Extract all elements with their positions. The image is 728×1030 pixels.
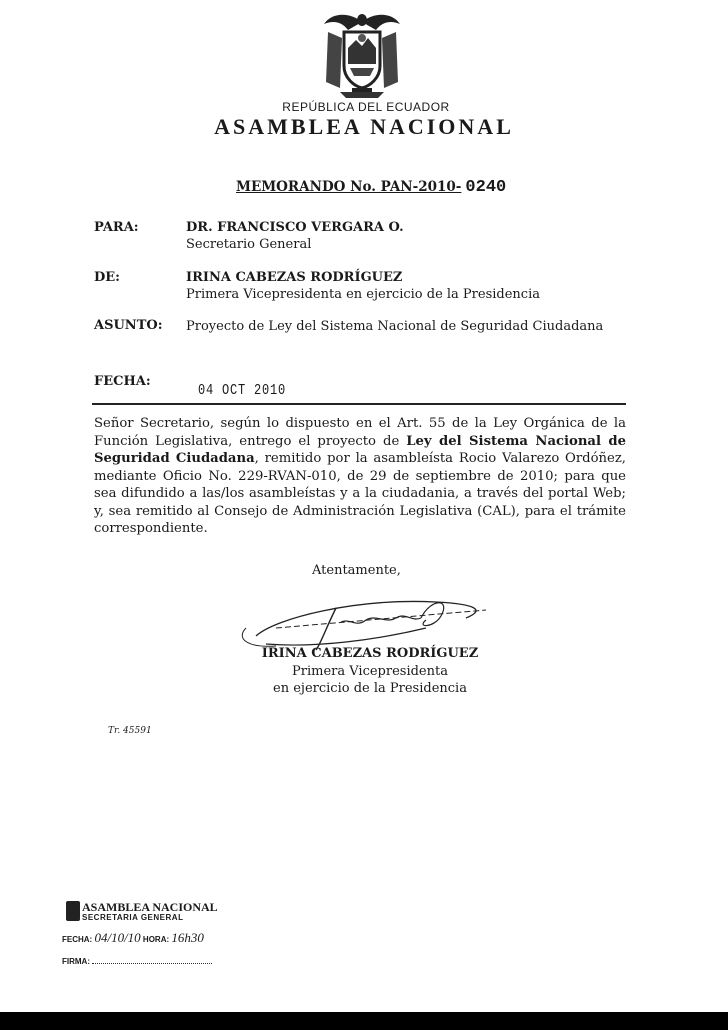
memo-title bbox=[236, 178, 506, 197]
de-title: Primera Vicepresidenta en ejercicio de la Presidencia bbox=[186, 287, 540, 302]
institution-name: ASAMBLEA NACIONAL bbox=[214, 114, 514, 139]
de-label: DE: bbox=[94, 270, 120, 285]
para-title: Secretario General bbox=[186, 237, 312, 252]
signatory-role-line1: Primera Vicepresidenta bbox=[292, 664, 448, 679]
divider bbox=[92, 403, 626, 405]
scan-edge bbox=[0, 1012, 728, 1030]
asunto-label: ASUNTO: bbox=[94, 318, 163, 333]
stamp-firma-label: FIRMA: bbox=[62, 957, 90, 966]
seal-icon bbox=[66, 901, 80, 921]
signatory-role-line2: en ejercicio de la Presidencia bbox=[273, 681, 467, 696]
coat-of-arms-icon bbox=[322, 8, 402, 100]
de-field bbox=[186, 270, 540, 302]
de-name: IRINA CABEZAS RODRÍGUEZ bbox=[186, 270, 403, 285]
reference-number: Tr. 45591 bbox=[108, 726, 152, 736]
closing: Atentamente, bbox=[312, 563, 401, 578]
reception-stamp bbox=[62, 900, 242, 978]
memo-label: MEMORANDO No. PAN-2010- bbox=[236, 179, 462, 195]
stamp-fecha-value: 04/10/10 bbox=[94, 930, 141, 945]
memo-body bbox=[94, 415, 626, 538]
stamp-hora-value: 16h30 bbox=[171, 930, 204, 945]
signatory-name: IRINA CABEZAS RODRÍGUEZ bbox=[261, 646, 479, 661]
fecha-stamp: 04 OCT 2010 bbox=[198, 382, 287, 399]
stamp-line1: ASAMBLEA NACIONAL bbox=[82, 900, 218, 914]
para-name: DR. FRANCISCO VERGARA O. bbox=[186, 220, 404, 235]
asunto-value: Proyecto de Ley del Sistema Nacional de Seguridad Ciudadana bbox=[186, 319, 604, 334]
body-part2: , remitido por la asambleísta Rocio Valarezo Ordóñez, mediante Oficio No. 229-RVAN-010, de 29 de septiembre de 2010; para que sea difundido a las/los asambleístas y a la ciudadania, a través del portal Web; y, sea remitido al Consejo de Administración Legislativa (CAL), para el trámite correspondiente. bbox=[94, 451, 626, 536]
stamp-firma-line bbox=[92, 962, 212, 964]
stamp-firma-row bbox=[62, 957, 212, 966]
signatory-role bbox=[250, 663, 490, 697]
stamp-date-row bbox=[62, 930, 204, 946]
para-field bbox=[186, 220, 404, 252]
stamp-hora-label: HORA: bbox=[142, 935, 170, 944]
stamp-fecha-label: FECHA: bbox=[62, 935, 93, 944]
country-name: REPÚBLICA DEL ECUADOR bbox=[282, 100, 450, 114]
fecha-label: FECHA: bbox=[94, 374, 151, 389]
memo-number: 0240 bbox=[465, 178, 507, 197]
body-part1: Señor Secretario, según lo dispuesto en el Art. 55 de la Ley Orgánica de la Función Legislativa, entrego el proyecto de bbox=[94, 416, 626, 449]
stamp-line2: SECRETARIA GENERAL bbox=[82, 913, 184, 922]
para-label: PARA: bbox=[94, 220, 139, 235]
body-bold-title: Ley del Sistema Nacional de Seguridad Ciudadana bbox=[94, 433, 626, 466]
